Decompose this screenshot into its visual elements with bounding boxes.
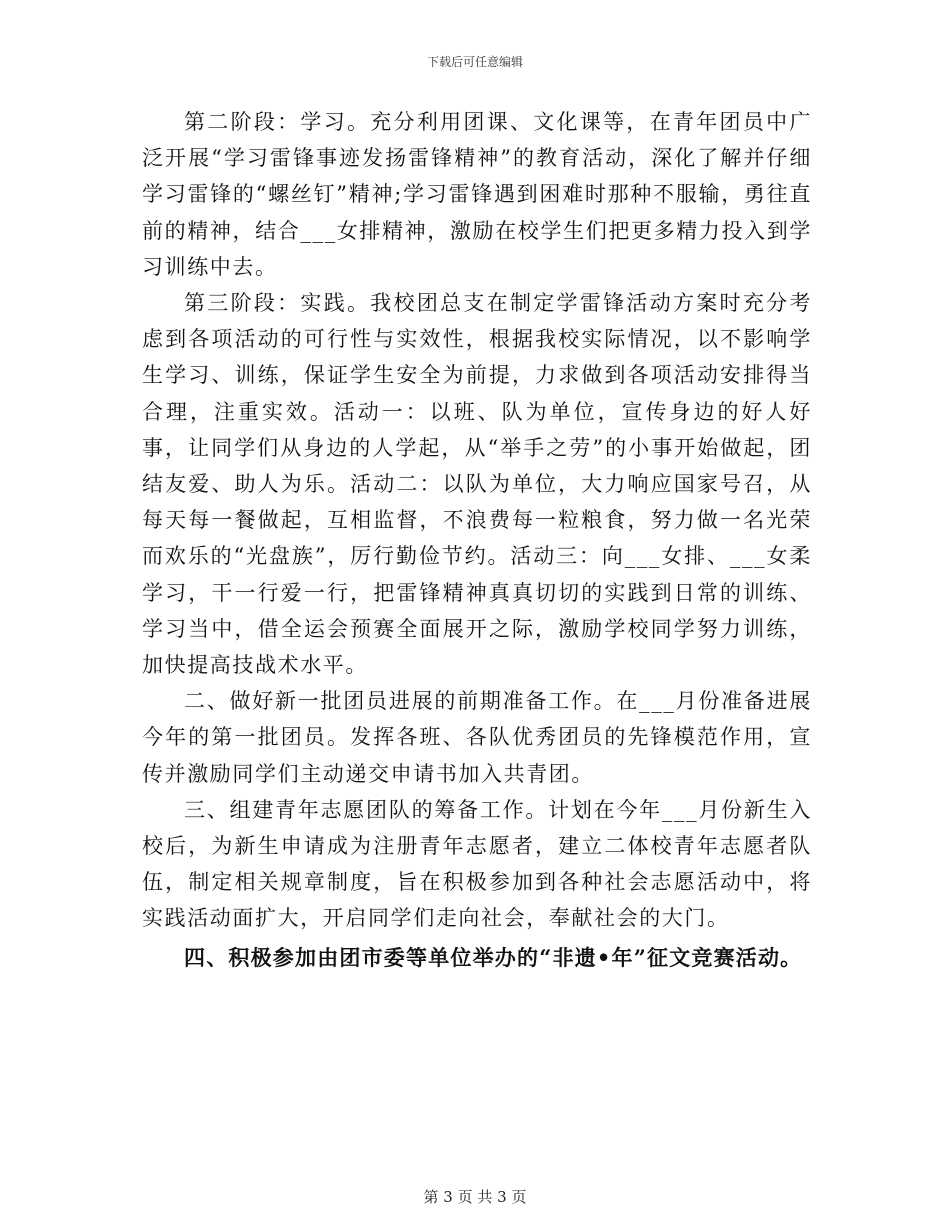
paragraph-stage-three: 第三阶段：实践。我校团总支在制定学雷锋活动方案时充分考虑到各项活动的可行性与实效性，根据我校实际情况，以不影响学生学习、训练，保证学生安全为前提，力求做到各项活动安排得当合理，注重实效。活动一：以班、队为单位，宣传身边的好人好事，让同学们从身边的人学起，从“举手之劳”的小事开始做起，团结友爱、助人为乐。活动二：以队为单位，大力响应国家号召，从每天每一餐做起，互相监督，不浪费每一粒粮食，努力做一名光荣而欢乐的“光盘族”，厉行勤俭节约。活动三：向___女排、___女柔学习，干一行爱一行，把雷锋精神真真切切的实践到日常的训练、学习当中，借全运会预赛全面展开之际，激励学校同学努力训练，加快提高技战术水平。 [142,291,812,678]
page-number-footer: 第 3 页 共 3 页 [423,1188,527,1206]
paragraph-item-three: 三、组建青年志愿团队的筹备工作。计划在今年___月份新生入校后，为新生申请成为注册青年志愿者，建立二体校青年志愿者队伍，制定相关规章制度，旨在积极参加到各种社会志愿活动中，将实践活动面扩大，开启同学们走向社会，奉献社会的大门。 [142,797,812,931]
page-header: 下载后可任意编辑 [426,55,523,69]
paragraph-stage-two: 第二阶段：学习。充分利用团课、文化课等，在青年团员中广泛开展“学习雷锋事迹发扬雷锋精神”的教育活动，深化了解并仔细学习雷锋的“螺丝钉”精神;学习雷锋遇到困难时那种不服输，勇往直前的精神，结合___女排精神，激励在校学生们把更多精力投入到学习训练中去。 [142,110,812,279]
paragraph-item-four: 四、积极参加由团市委等单位举办的“非遗•年”征文竞赛活动。 [184,944,803,970]
paragraph-item-two: 二、做好新一批团员进展的前期准备工作。在___月份准备进展今年的第一批团员。发挥各班、各队优秀团员的先锋模范作用，宣传并激励同学们主动递交申请书加入共青团。 [142,689,812,786]
document-body [142,104,812,976]
